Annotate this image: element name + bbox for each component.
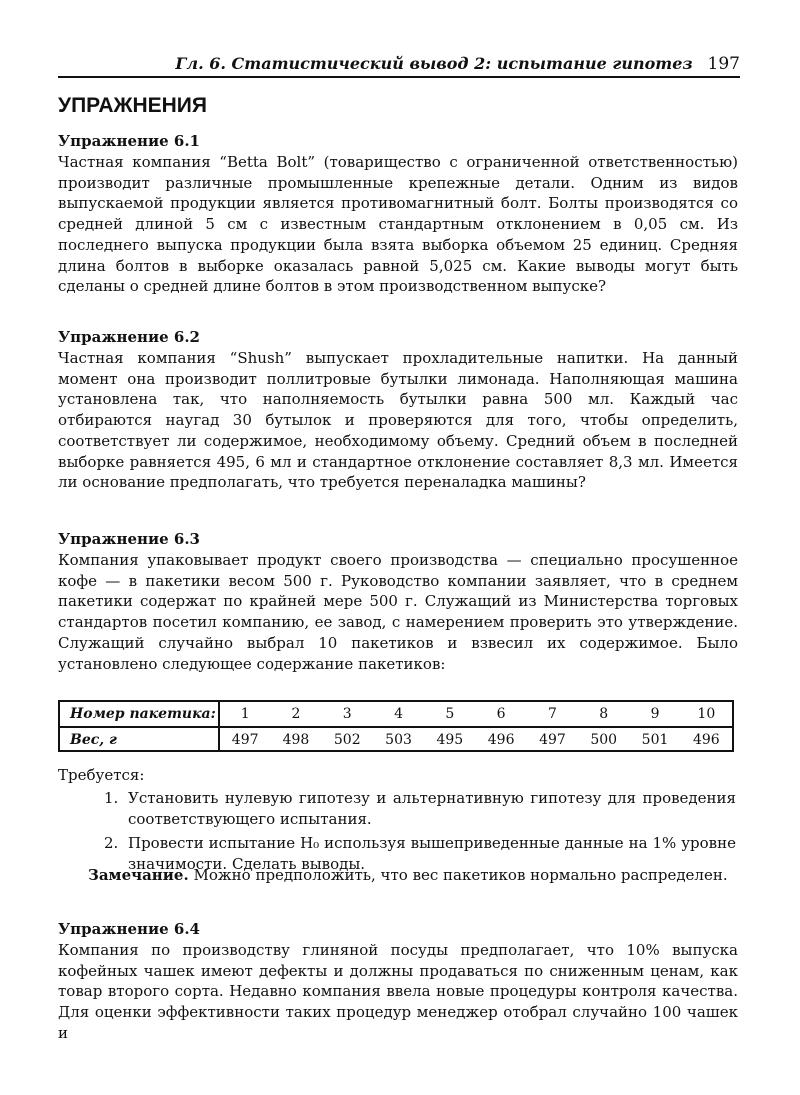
exercise-6-4-text: Компания по производству глиняной посуды предполагает, что 10% выпуска кофейных чашек имеют дефекты и должны продаваться по сниженным ценам, как товар второго сорта. Недавно компания ввела новые процедуры контроля качества. Для оценки эффективности таких процедур менеджер отобрал случайно 100 чашек и xyxy=(58,941,738,1042)
packet-weights-table xyxy=(58,700,734,752)
table-row-weights xyxy=(60,727,732,752)
table-cell: 8 xyxy=(578,702,629,727)
requirements-label: Требуется: xyxy=(58,766,145,784)
running-header xyxy=(58,50,740,78)
table-cell: 497 xyxy=(231,732,259,748)
table-cell: 503 xyxy=(385,732,412,748)
section-title: УПРАЖНЕНИЯ xyxy=(58,94,207,117)
page-number: 197 xyxy=(707,54,740,74)
note-text: Можно предположить, что вес пакетиков нормально распределен. xyxy=(193,866,728,884)
table-cell: 501 xyxy=(641,732,669,748)
table-cell: 496 xyxy=(692,732,720,748)
row-label-number: Номер пакетика: xyxy=(60,702,219,727)
table-cell: 500 xyxy=(590,732,618,748)
table-cell: 1 xyxy=(219,702,270,727)
exercise-6-1-title: Упражнение 6.1 xyxy=(58,132,200,150)
table-cell: 496 xyxy=(487,732,515,748)
note xyxy=(88,866,738,884)
exercise-6-3-title: Упражнение 6.3 xyxy=(58,530,200,548)
exercise-6-1-text: Частная компания “Betta Bolt” (товарищество с ограниченной ответственностью) производит различные промышленные крепежные детали. Одним из видов выпускаемой продукции является противомагнитный болт. Болты производятся со средней длиной 5 см с известным стандартным отклонением в 0,05 см. Из последнего выпуска продукции была взята выборка объемом 25 единиц. Средняя длина болтов в выборке оказалась равной 5,025 см. Какие выводы могут быть сделаны о средней длине болтов в этом производственном выпуске? xyxy=(58,153,738,296)
table-cell: 497 xyxy=(539,732,566,748)
table-cell: 502 xyxy=(333,732,361,748)
table-cell: 5 xyxy=(424,702,475,727)
list-item-number: 2. xyxy=(104,834,119,853)
table-cell: 7 xyxy=(527,702,578,727)
list-item xyxy=(104,788,736,829)
row-label-weight: Вес, г xyxy=(60,727,219,752)
exercise-6-4-title: Упражнение 6.4 xyxy=(58,920,200,938)
table-cell: 9 xyxy=(629,702,680,727)
chapter-title: Гл. 6. Статистический вывод 2: испытание гипотез xyxy=(175,54,693,73)
table-cell: 495 xyxy=(436,732,464,748)
table-cell: 10 xyxy=(681,702,732,727)
table-cell: 6 xyxy=(475,702,526,727)
table-cell: 3 xyxy=(322,702,373,727)
table-cell: 2 xyxy=(270,702,321,727)
exercise-6-3-text: Компания упаковывает продукт своего производства — специально просушенное кофе — в пакетики весом 500 г. Руководство компании заявляет, что в среднем пакетики содержат по крайней мере 500 г. Служащий из Министерства торговых стандартов посетил компанию, ее завод, с намерением проверить это утверждение. Служащий случайно выбрал 10 пакетиков и взвесил их содержимое. Было установлено следующее содержание пакетиков: xyxy=(58,551,738,673)
note-label: Замечание. xyxy=(88,866,189,884)
list-item-text: Установить нулевую гипотезу и альтернативную гипотезу для проведения соответствующего испытания. xyxy=(128,789,736,828)
table-row-numbers xyxy=(60,702,732,727)
list-item-text: Провести испытание H₀ используя вышеприведенные данные на 1% уровне значимости. Сделать выводы. xyxy=(128,834,736,874)
table-cell: 4 xyxy=(373,702,424,727)
exercise-6-2-title: Упражнение 6.2 xyxy=(58,328,200,346)
requirements-list xyxy=(104,788,736,875)
list-item-number: 1. xyxy=(104,789,119,807)
exercise-6-2-text: Частная компания “Shush” выпускает прохладительные напитки. На данный момент она производит поллитровые бутылки лимонада. Наполняющая машина установлена так, что наполняемость бутылки равна 500 мл. Каждый час отбираются наугад 30 бутылок и проверяются для того, чтобы определить, соответствует ли содержимое, необходимому объему. Средний объем в последней выборке равняется 495, 6 мл и стандартное отклонение составляет 8,3 мл. Имеется ли основание предполагать, что требуется переналадка машины? xyxy=(58,349,738,492)
table-cell: 498 xyxy=(282,732,310,748)
